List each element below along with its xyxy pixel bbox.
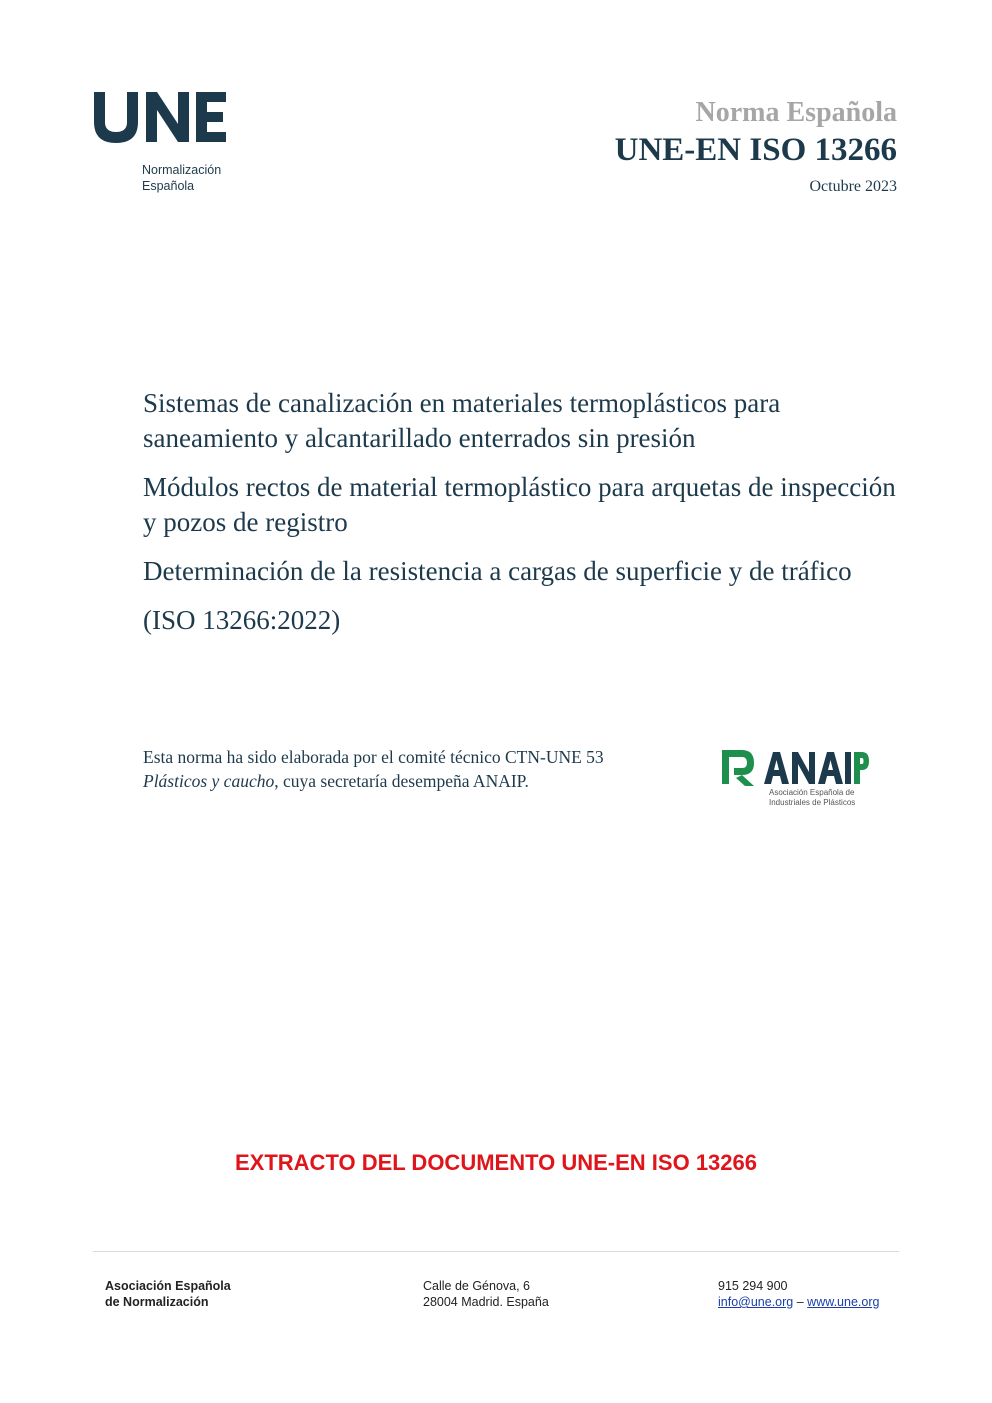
footer-organization (105, 1278, 231, 1310)
norma-date: Octubre 2023 (809, 178, 897, 195)
anaip-wordmark-icon (720, 748, 870, 788)
extract-banner: EXTRACTO DEL DOCUMENTO UNE-EN ISO 13266 (235, 1150, 757, 1175)
footer-divider (93, 1251, 899, 1252)
footer-org-line1: Asociación Española (105, 1279, 231, 1293)
norma-label: Norma Española (695, 97, 897, 128)
title-line-3: Determinación de la resistencia a cargas de superficie y de tráfico (143, 556, 852, 586)
anaip-logo-subtitle-line2: Industriales de Plásticos (769, 798, 856, 807)
anaip-logo-subtitle-line1: Asociación Española de (769, 788, 855, 797)
footer-links (718, 1294, 879, 1310)
title-line-4: (ISO 13266:2022) (143, 605, 341, 635)
header-norma-block (615, 96, 897, 196)
document-title (143, 386, 913, 652)
une-wordmark-icon (92, 88, 242, 148)
footer-website-link[interactable]: www.une.org (807, 1295, 880, 1309)
committee-text-before: Esta norma ha sido elaborada por el comité técnico CTN-UNE 53 (143, 747, 604, 767)
norma-code: UNE-EN ISO 13266 (614, 132, 897, 168)
anaip-logo (720, 748, 870, 814)
anaip-logo-subtitle (769, 788, 855, 808)
committee-statement (143, 745, 613, 793)
une-logo (92, 88, 242, 198)
footer-contact (718, 1278, 879, 1310)
footer-address (423, 1278, 549, 1310)
title-line-1: Sistemas de canalización en materiales termoplásticos para saneamiento y alcantarillado enterrados sin presión (143, 388, 781, 453)
une-logo-subtitle-line1: Normalización (142, 163, 222, 177)
footer-phone: 915 294 900 (718, 1279, 788, 1293)
footer-org-line2: de Normalización (105, 1295, 209, 1309)
footer-address-line1: Calle de Génova, 6 (423, 1279, 531, 1293)
footer-email-link[interactable]: info@une.org (718, 1295, 794, 1309)
une-logo-subtitle-line2: Española (142, 179, 195, 193)
footer-address-line2: 28004 Madrid. España (423, 1295, 549, 1309)
une-logo-subtitle (142, 162, 221, 194)
title-line-2: Módulos rectos de material termoplástico para arquetas de inspección y pozos de registro (143, 472, 896, 537)
committee-text-after: , cuya secretaría desempeña ANAIP. (274, 771, 529, 791)
footer-link-separator: – (796, 1295, 804, 1309)
committee-name: Plásticos y caucho (143, 771, 275, 791)
